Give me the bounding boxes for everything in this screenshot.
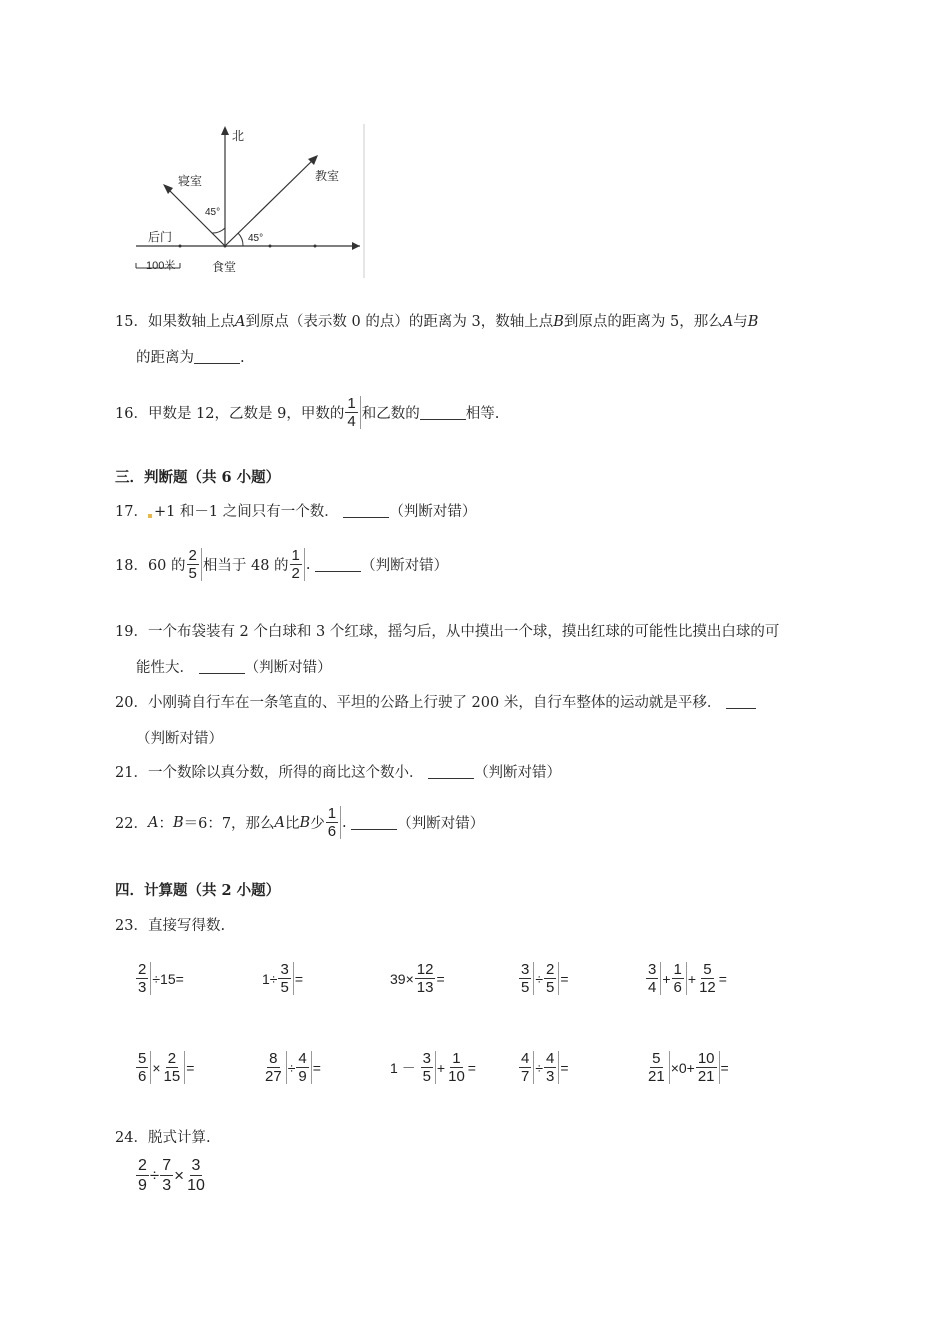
calc-r2c1: $\frac{5}{6}$ × $\frac{2}{15}$ =	[138, 1050, 195, 1085]
question-21: 21．一个数除以真分数，所得的商比这个数小． （判断对错）	[115, 765, 562, 781]
question-20: 20．小刚骑自行车在一条笔直的、平坦的公路上行驶了 200 米，自行车整体的运动就是平移．	[115, 691, 756, 712]
question-20-line2: （判断对错）	[136, 731, 223, 747]
label-scale: 100米	[146, 260, 176, 272]
label-canteen: 食堂	[212, 260, 237, 274]
answer-blank[interactable]	[199, 659, 245, 674]
label-back-gate: 后门	[148, 230, 173, 244]
label-north: 北	[232, 129, 245, 143]
section-heading-4: 四．计算题（共 2 小题）	[115, 882, 281, 899]
question-15-line2: 的距离为 .	[136, 350, 245, 366]
answer-blank[interactable]	[194, 349, 240, 364]
question-24: 24．脱式计算.	[115, 1130, 211, 1146]
fraction: $\frac{1}{6}$	[326, 806, 341, 839]
calc-r1c5: $\frac{3}{4}$ + $\frac{1}{6}$ + $\frac{5}{12}$ =	[648, 961, 727, 996]
answer-blank[interactable]	[428, 764, 474, 779]
calc-r1c1: $\frac{2}{3}$ ÷15 =	[138, 961, 184, 996]
fraction: $\frac{2}{5}$	[187, 548, 202, 581]
answer-blank[interactable]	[315, 557, 361, 572]
calc-r1c4: $\frac{3}{5}$ ÷ $\frac{2}{5}$ =	[521, 961, 569, 996]
label-angle-right: 45°	[248, 233, 264, 244]
question-18: 18． 60 的 $\frac{2}{5}$ 相当于 48 的 $\frac{1}{2}$ . （判断对错）	[115, 547, 449, 582]
calc-r2c3: 1 － $\frac{3}{5}$ + $\frac{1}{10}$ =	[390, 1050, 476, 1085]
question-15: 15．如果数轴上点A到原点（表示数 0 的点）的距离为 3，数轴上点B到原点的距离为 5，那么A与B	[115, 314, 759, 330]
question-17: 17． +1 和－1 之间只有一个数． （判断对错）	[115, 504, 477, 520]
label-dorm: 寝室	[178, 174, 203, 188]
calc-r2c5: $\frac{5}{21}$ ×0+ $\frac{10}{21}$ =	[648, 1050, 729, 1085]
answer-blank[interactable]	[343, 503, 389, 518]
calc-r2c4: $\frac{4}{7}$ ÷ $\frac{4}{3}$ =	[521, 1050, 569, 1085]
section-heading-3: 三．判断题（共 6 小题）	[115, 469, 281, 486]
question-23: 23．直接写得数.	[115, 918, 226, 934]
calc-r2c2: $\frac{8}{27}$ ÷ $\frac{4}{9}$ =	[265, 1050, 321, 1085]
label-classroom: 教室	[315, 169, 340, 183]
label-angle-left: 45°	[205, 207, 221, 218]
mark-dot	[148, 514, 152, 518]
question-16: 16． 甲数是 12，乙数是 9，甲数的 $\frac{1}{4}$ 和乙数的 相等.	[115, 395, 500, 430]
calc-r1c2: 1 ÷ $\frac{3}{5}$ =	[262, 961, 304, 996]
question-19-line2: 能性大． （判断对错）	[136, 660, 332, 676]
q24-expression: $\frac{2}{9}$ ÷ $\frac{7}{3}$ × $\frac{3}{10}$	[138, 1157, 205, 1194]
answer-blank[interactable]	[351, 815, 397, 830]
calc-r1c3: 39 × $\frac{12}{13}$ =	[390, 961, 445, 996]
question-19: 19．一个布袋装有 2 个白球和 3 个红球，摇匀后，从中摸出一个球，摸出红球的可能性比摸出白球的可	[115, 624, 780, 640]
question-22: 22． A ： B ＝6：7，那么 A 比 B 少 $\frac{1}{6}$ . （判断对错）	[115, 805, 485, 840]
answer-blank[interactable]	[420, 405, 466, 420]
fraction: $\frac{1}{4}$	[345, 396, 360, 429]
fraction: $\frac{1}{2}$	[290, 548, 305, 581]
answer-blank[interactable]	[726, 694, 756, 709]
